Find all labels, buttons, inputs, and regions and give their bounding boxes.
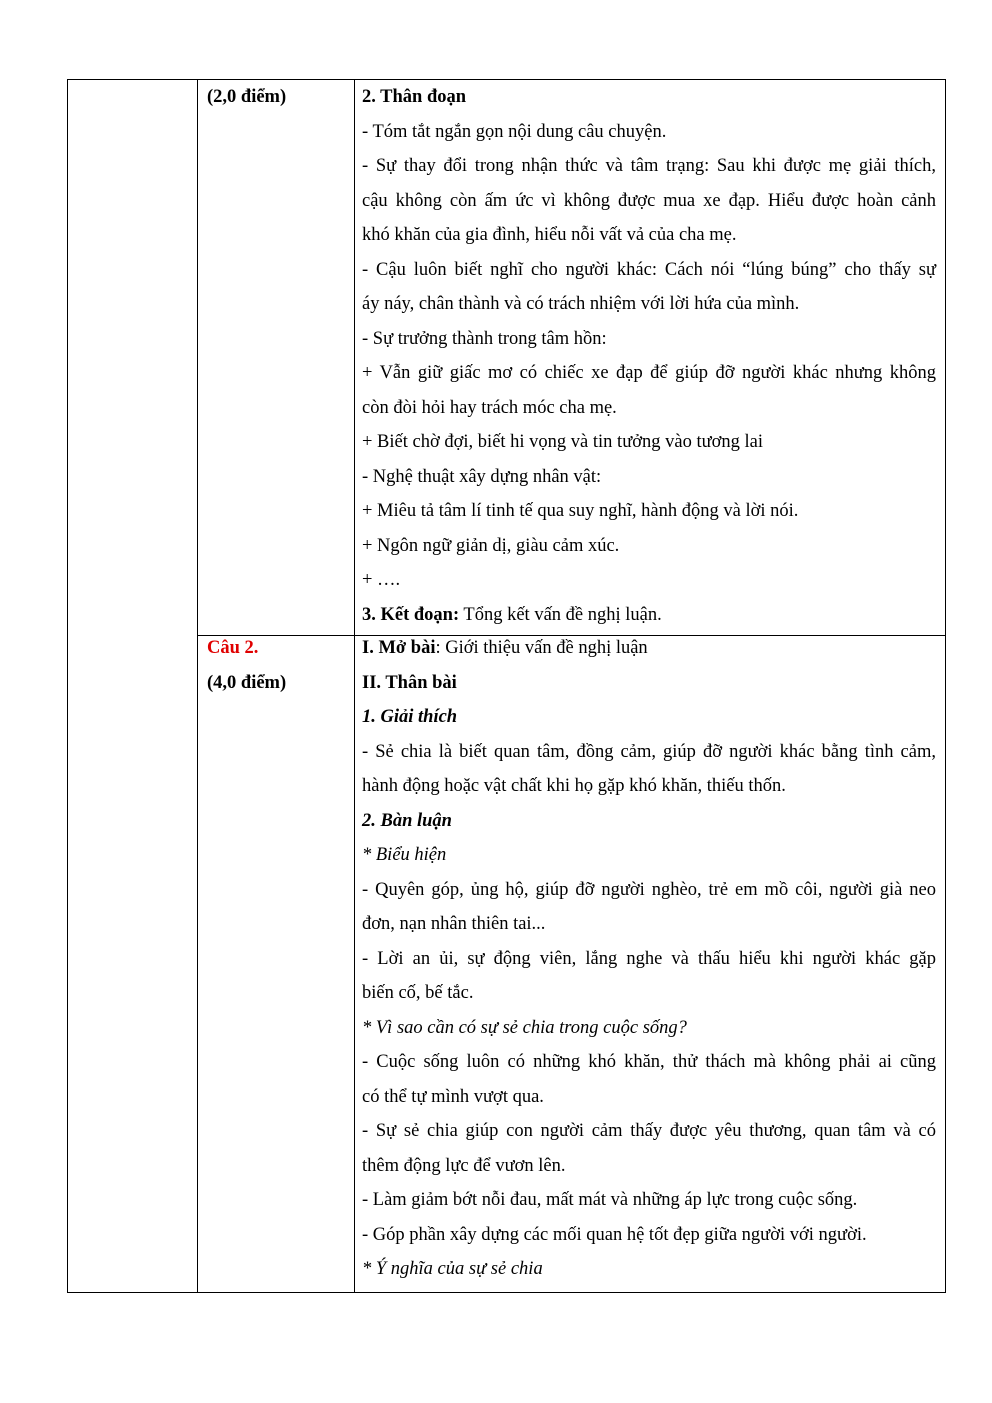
content-line — [362, 631, 936, 666]
content-line — [362, 253, 936, 288]
line-text: - Sự thay đổi trong nhận thức và tâm trạng: Sau khi được mẹ giải thích, — [362, 156, 936, 176]
content-line — [362, 1218, 936, 1253]
content-line — [362, 460, 936, 495]
line-text: đơn, nạn nhân thiên tai... — [362, 914, 546, 934]
line-text: áy náy, chân thành và có trách nhiệm với lời hứa của mình. — [362, 294, 800, 314]
line-text: - Cuộc sống luôn có những khó khăn, thử thách mà không phải ai cũng — [362, 1052, 936, 1072]
content-line — [362, 804, 936, 839]
content-line — [362, 598, 936, 633]
content-line — [362, 942, 936, 977]
line-text: - Sự trưởng thành trong tâm hồn: — [362, 328, 607, 349]
content-line — [362, 1080, 936, 1115]
content-line — [362, 976, 936, 1011]
content-line — [362, 666, 936, 701]
content-line — [362, 494, 936, 529]
line-text: - Cậu luôn biết nghĩ cho người khác: Cách nói “lúng búng” cho thấy sự — [362, 259, 936, 280]
table-column-divider-2 — [354, 79, 355, 1293]
bold-heading: I. Mở bài — [362, 638, 436, 658]
content-line — [362, 356, 936, 391]
line-text: - Góp phần xây dựng các mối quan hệ tốt đẹp giữa người với người. — [362, 1224, 867, 1245]
table-border-left — [67, 79, 68, 1293]
line-text: - Nghệ thuật xây dựng nhân vật: — [362, 466, 602, 487]
row2-question-cell — [207, 631, 347, 700]
content-line — [362, 391, 936, 426]
content-line — [362, 1045, 936, 1080]
content-line — [362, 907, 936, 942]
italic-subheading: * Vì sao cần có sự sẻ chia trong cuộc sống? — [362, 1017, 687, 1038]
line-text: - Quyên góp, ủng hộ, giúp đỡ người nghèo, trẻ em mồ côi, người già neo — [362, 879, 936, 900]
content-line — [362, 529, 936, 564]
section-heading: 1. Giải thích — [362, 707, 458, 727]
content-line — [362, 1011, 936, 1046]
line-text: Tổng kết vấn đề nghị luận. — [459, 604, 662, 625]
line-text: + Miêu tả tâm lí tinh tế qua suy nghĩ, hành động và lời nói. — [362, 501, 799, 521]
content-line — [362, 1183, 936, 1218]
content-line — [362, 115, 936, 150]
content-line — [362, 1149, 936, 1184]
line-text: có thể tự mình vượt qua. — [362, 1086, 544, 1107]
content-line — [362, 218, 936, 253]
content-line — [362, 149, 936, 184]
line-text: thêm động lực để vươn lên. — [362, 1155, 566, 1176]
line-text: + Ngôn ngữ giản dị, giàu cảm xúc. — [362, 535, 620, 556]
line-text: biến cố, bế tắc. — [362, 983, 474, 1003]
line-text: khó khăn của gia đình, hiểu nỗi vất vả của cha mẹ. — [362, 225, 737, 245]
content-line — [362, 700, 936, 735]
line-text: - Làm giảm bớt nỗi đau, mất mát và những áp lực trong cuộc sống. — [362, 1190, 858, 1210]
content-line — [362, 322, 936, 357]
row1-score: (2,0 điểm) — [207, 87, 287, 107]
table-border-right — [945, 79, 946, 1293]
line-text: - Lời an ủi, sự động viên, lắng nghe và thấu hiểu khi người khác gặp — [362, 948, 936, 969]
row2-content-cell — [362, 631, 936, 1287]
section-heading: 2. Bàn luận — [362, 810, 452, 831]
bold-heading: II. Thân bài — [362, 672, 457, 693]
line-text: + Biết chờ đợi, biết hi vọng và tin tưởng vào tương lai — [362, 432, 764, 452]
line-text: + …. — [362, 570, 401, 590]
content-line — [362, 838, 936, 873]
content-line — [362, 425, 936, 460]
content-line — [362, 184, 936, 219]
bold-heading: 2. Thân đoạn — [362, 87, 467, 107]
row2-question-label: Câu 2. — [207, 638, 259, 658]
italic-subheading: * Ý nghĩa của sự sẻ chia — [362, 1259, 543, 1279]
row1-score-cell — [207, 80, 347, 115]
content-line — [362, 80, 936, 115]
table-border-bottom — [67, 1292, 946, 1293]
content-line — [362, 769, 936, 804]
line-text: - Sẻ chia là biết quan tâm, đồng cảm, giúp đỡ người khác bằng tình cảm, — [362, 741, 936, 762]
row2-score: (4,0 điểm) — [207, 672, 287, 693]
content-line — [362, 563, 936, 598]
line-text: + Vẫn giữ giấc mơ có chiếc xe đạp để giúp đỡ người khác nhưng không — [362, 363, 936, 383]
line-text: - Sự sẻ chia giúp con người cảm thấy được yêu thương, quan tâm và có — [362, 1121, 936, 1141]
table-column-divider-1 — [197, 79, 198, 1293]
row1-content-cell — [362, 80, 936, 632]
line-text: - Tóm tắt ngắn gọn nội dung câu chuyện. — [362, 121, 667, 142]
line-text: : Giới thiệu vấn đề nghị luận — [435, 638, 648, 658]
content-line — [362, 1252, 936, 1287]
content-line — [362, 735, 936, 770]
content-line — [362, 873, 936, 908]
line-text: còn đòi hỏi hay trách móc cha mẹ. — [362, 397, 617, 418]
line-text: hành động hoặc vật chất khi họ gặp khó khăn, thiếu thốn. — [362, 776, 786, 796]
content-line — [362, 1114, 936, 1149]
italic-subheading: * Biểu hiện — [362, 845, 447, 865]
content-line — [362, 287, 936, 322]
line-text: cậu không còn ấm ức vì không được mua xe đạp. Hiểu được hoàn cảnh — [362, 190, 936, 211]
bold-heading: 3. Kết đoạn: — [362, 604, 460, 625]
